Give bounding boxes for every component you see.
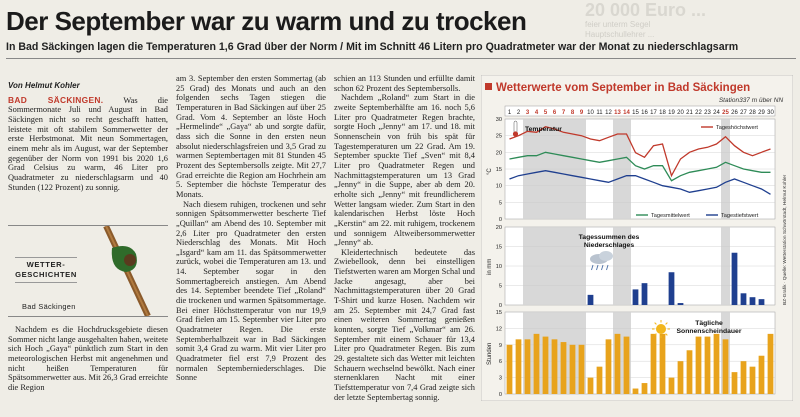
tick-label: 25	[495, 133, 502, 140]
title-marker-icon	[485, 83, 492, 90]
sun-bar	[669, 378, 675, 394]
tick-label: 10	[495, 183, 502, 190]
day-label: 24	[713, 110, 720, 116]
paragraph: Nachdem es die Hochdrucksgebiete diesen Sommer nicht lange ausgehalten haben, weitete sich Hoch „Gaya“ pünktlich zum Start in den meteorologischen Herbst mit angenehmen und nicht heißen Temperaturen für Spätsommerwetter aus. Mit 26,3 Grad erreichte die Region	[8, 325, 168, 392]
sun-bar	[534, 334, 540, 394]
day-label: 7	[561, 110, 566, 116]
day-label: 23	[704, 110, 711, 116]
sun-bar	[588, 378, 594, 394]
day-label: 6	[552, 110, 557, 116]
precip-bar	[669, 272, 675, 305]
day-label: 4	[534, 110, 539, 116]
day-label: 16	[641, 110, 648, 116]
bleed-through-text	[585, 0, 800, 40]
ghost-line-2: feier unterm Segel	[585, 20, 651, 29]
precip-bar	[633, 289, 639, 305]
day-label: 8	[570, 110, 575, 116]
temperature-label: Temperatur	[525, 126, 562, 133]
sun-bar	[615, 334, 621, 394]
day-label: 1	[507, 110, 512, 116]
day-label: 29	[758, 110, 765, 116]
tick-label: 6	[498, 359, 502, 366]
paragraph: schien an 113 Stunden und erfüllte damit schon 62 Prozent des Septembersolls.	[334, 74, 475, 93]
sun-bar	[516, 339, 522, 394]
legend-mean: Tagesmittelwert	[651, 213, 690, 219]
tick-label: 15	[495, 310, 502, 316]
day-label: 17	[650, 110, 657, 116]
box-label	[15, 257, 77, 283]
sun-bar	[606, 339, 612, 394]
tick-label: 12	[495, 326, 502, 333]
day-label: 26	[731, 110, 738, 116]
precip-bar	[750, 297, 756, 305]
day-label: 10	[587, 110, 594, 116]
sun-bar	[705, 337, 711, 394]
precip-bar	[678, 303, 684, 305]
sun-unit: Stunden	[487, 342, 493, 365]
tick-label: 15	[495, 244, 502, 251]
sun-bar	[642, 383, 648, 394]
day-label: 21	[686, 110, 693, 116]
sun-label-2: Sonnenscheindauer	[676, 328, 742, 335]
paragraph: Nach diesem ruhigen, trockenen und sehr sonnigen Spätsommerwetter bescherte Tief „Quillan“ am Abend des 10. September mit 2,6 Liter pro Quadratmeter den ersten Niederschlag des Monats. Mit Hoch „Isgard“ kam am 11. das Spätsommerwetter zurück, wobei die Temperaturen am 13. und 14. September sogar in den Sommertagbereich anstiegen. Am Abend des 14. September beendete Tief „Roland“ die trockenen und warmen Spätsommertage. Bei einer Höchsttemperatur von nur 19,9 Grad fielen am 15. September vier Liter pro Quadratmeter Regen. Die erste Septemberhalbzeit war in Bad Säckingen somit 3,4 Grad zu warm. Mit vier Liter pro Quadratmeter fiel erst 7,9 Prozent des normalen Septemberniederschlages. Die Sonne	[176, 199, 326, 383]
day-label: 2	[516, 110, 521, 116]
tick-label: 20	[495, 150, 502, 157]
ghost-line-3: Hauptschullehrer ...	[585, 30, 655, 39]
sun-bar	[651, 334, 657, 394]
article-column-1-lower	[8, 325, 168, 393]
sun-bar	[552, 339, 558, 394]
precip-bar	[732, 253, 738, 305]
sun-bar	[723, 339, 729, 394]
day-label: 30	[767, 110, 774, 116]
sun-bar	[732, 372, 738, 394]
sun-bar	[624, 337, 630, 394]
sun-bar	[714, 334, 720, 394]
tick-label: 5	[498, 200, 502, 207]
temperature-panel	[487, 117, 775, 223]
paragraph: am 3. September den ersten Sommertag (ab 25 Grad) des Monats und auch an den folgenden sechs Tagen stiegen die Temperaturen in Bad Säckingen auf über 25 Grad. Vom 4. September an löste Hoch „Hermelinde“ „Gaya“ ab und sorgte dafür, dass sich die Sonne in den ersten neun absolut niederschlagsfreien und 3,5 Grad zu warmen Septembertagen mit 81 Stunden 45 Prozent des Septembersolls zeigte. Mit 27,7 Grad erreichte die Region am Hochrhein am 5. September die höchste Temperatur des Monats.	[176, 74, 326, 199]
box-location: Bad Säckingen	[22, 302, 76, 311]
tick-label: 30	[495, 117, 502, 123]
day-label: 13	[614, 110, 621, 116]
tick-label: 0	[498, 303, 502, 309]
sun-bar	[750, 367, 756, 394]
legend-max: Tageshöchstwert	[716, 125, 758, 131]
day-label: 20	[677, 110, 684, 116]
sun-bar	[687, 350, 693, 394]
sun-bar	[759, 356, 765, 394]
weather-graphic	[481, 75, 793, 401]
article-column-2	[176, 74, 326, 383]
paragraph: Kleidertechnisch bedeutete das Zwiebellook, denn bei einstelligen Tiefstwerten waren am Morgen Schal und Jacke angesagt, aber bei Nachmittagstemperaturen über 20 Grad T-Shirt und kurze Hosen. Nachdem wir am 25. September mit 24,7 Grad fast einen weiteren Sommertag genießen konnten, sorgte Tief „Volkmar“ am 26. September mit einem Schauer für 13,4 Liter pro Quadratmeter Regen. Bis zum 29. gestaltete sich das Wetter mit leichten Schauern wechselnd bewölkt. Nach einer sternenklaren Nacht mit einer Tiefsttemperatur von 7,4 Grad zeigte sich der letzte Septembertag sonnig.	[334, 247, 475, 402]
ghost-line-1: 20 000 Euro ...	[585, 0, 707, 20]
precip-unit: in mm	[487, 258, 493, 275]
tick-label: 10	[495, 264, 502, 270]
sun-bar	[525, 339, 531, 394]
box-label-line-2: GESCHICHTEN	[15, 270, 77, 279]
day-label: 11	[596, 110, 603, 116]
graphic-title: Wetterwerte vom September in Bad Säckingen	[496, 82, 751, 94]
tick-label: 5	[498, 283, 502, 290]
station-label: Station337 m über NN	[718, 97, 784, 104]
wetter-geschichten-box	[8, 225, 168, 317]
temp-unit: °C	[487, 168, 493, 175]
day-label: 3	[525, 110, 530, 116]
sun-label-1: Tägliche	[695, 320, 723, 327]
dateline: BAD SÄCKINGEN.	[8, 94, 104, 105]
day-label: 18	[659, 110, 666, 116]
day-axis	[505, 106, 775, 116]
tick-label: 20	[495, 225, 502, 231]
day-label: 22	[695, 110, 702, 116]
legend-min: Tagestiefstwert	[721, 213, 759, 219]
precip-label-2: Niederschlages	[583, 242, 635, 249]
tick-label: 15	[495, 167, 502, 173]
precip-bar	[741, 293, 747, 305]
subheadline: In Bad Säckingen lagen die Temperaturen 1,6 Grad über der Norm / Mit im Schnitt 46 Litern pro Quadratmeter war der Monat zu niederschlagsarm	[6, 41, 739, 53]
day-label: 27	[740, 110, 747, 116]
box-label-line-1: WETTER-	[26, 260, 66, 269]
article-column-3	[334, 74, 475, 402]
tick-label: 9	[498, 342, 502, 349]
lead-text: Was die Sommermonate Juli und August in Bad Säckingen nicht so recht geschafft hatten, leistete mit oft stabilem Sommerwetter der erste Herbstmonat. Mit neun Sommertagen, einem mehr als im August, war der September gegenüber der Norm von 1991 bis 2020 1,6 Grad Celsius zu warm, 46 Liter pro Quadratmeter zu niederschlagsarm und 40 Stunden (122 Prozent) zu sonnig.	[8, 95, 168, 192]
precip-label-1: Tagessummen des	[578, 234, 640, 241]
header-rule	[6, 58, 796, 59]
sun-bar	[579, 345, 585, 394]
sun-bar	[597, 367, 603, 394]
precip-bar	[759, 299, 765, 305]
sun-bar	[660, 334, 666, 394]
sun-bar	[570, 345, 576, 394]
headline: Der September war zu warm und zu trocken	[6, 6, 527, 36]
precipitation-panel	[487, 225, 775, 309]
sun-bar	[768, 334, 774, 394]
paragraph: Nachdem „Roland“ zum Start in die zweite Septemberhälfte am 16. noch 5,6 Liter pro Quadratmeter Regen brachte, sorgte Hoch „Jenny“ am 17. und 18. mit Sonnenschein von früh bis spät für Tagestemperaturen um 22 Grad. Am 19. September spuckte Tief „Sven“ mit 8,4 Liter pro Quadratmeter Regen und Nachmittagstemperaturen um 13 Grad „Jenny“ in die Suppe, aber ab dem 20. erholte sich „Jenny“ mit freundlicherem Wetter langsam wieder. Zum Start in den kalendarischen Herbst löste Hoch „Kerstin“ am 22. mit ruhigem, trockenem und sonnigem Altweibersommerwetter „Jenny“ ab.	[334, 93, 475, 248]
sun-bar	[561, 342, 567, 394]
article-column-1	[8, 81, 168, 192]
author-byline: Von Helmut Kohler	[8, 81, 80, 90]
day-label: 25	[722, 110, 729, 116]
lead-paragraph	[8, 96, 168, 193]
sun-bar	[633, 389, 639, 394]
precip-bar	[588, 295, 594, 305]
sun-bar	[543, 337, 549, 394]
tick-label: 0	[498, 392, 502, 398]
tick-label: 0	[498, 217, 502, 223]
day-label: 12	[605, 110, 612, 116]
precip-bar	[642, 283, 648, 305]
graphic-credit: BZ-Grafik · Quelle: Wetterstation Schwörstadt, Helmut Kohler	[783, 174, 788, 305]
day-label: 28	[749, 110, 756, 116]
sun-bar	[678, 361, 684, 394]
sun-bar	[696, 337, 702, 394]
sunshine-panel	[487, 310, 775, 398]
sun-bar	[507, 345, 513, 394]
day-label: 14	[623, 110, 630, 116]
day-label: 5	[543, 110, 548, 116]
thermometer-bulb-icon	[513, 131, 518, 136]
tick-label: 3	[498, 375, 502, 382]
day-label: 19	[668, 110, 675, 116]
sun-bar	[741, 361, 747, 394]
day-label: 15	[632, 110, 639, 116]
day-label: 9	[579, 110, 584, 116]
thermometer-icon	[514, 121, 517, 133]
